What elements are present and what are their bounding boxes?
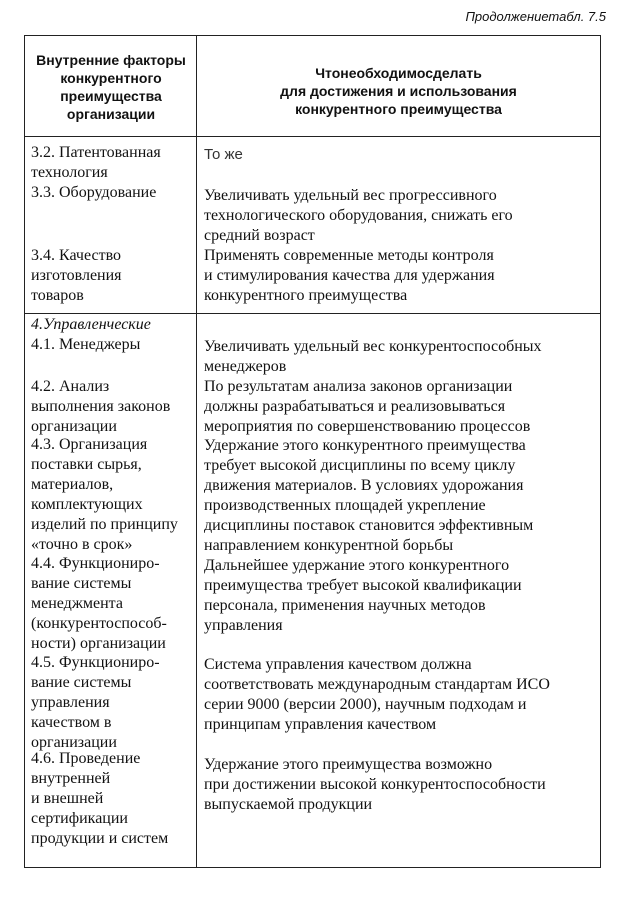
cell-line: вание системы xyxy=(31,575,132,592)
cell-line: сертификации xyxy=(31,810,128,827)
cell-line: движения материалов. В условиях удорожания xyxy=(204,477,524,494)
section-4-title xyxy=(31,315,151,335)
cell-line: 3.3. Оборудование xyxy=(31,184,157,201)
cell-line: Удержание этого конкурентного преимущества xyxy=(204,437,526,454)
cell-line: менеджеров xyxy=(204,358,287,375)
cell-line: выполнения законов xyxy=(31,398,171,415)
cell-line: внутренней xyxy=(31,770,111,787)
cell-line: мероприятия по совершенствованию процессов xyxy=(204,418,531,435)
cell-line: производственных площадей укрепление xyxy=(204,497,486,514)
cell-line: изготовления xyxy=(31,267,122,284)
cell-line: Удержание этого преимущества возможно xyxy=(204,756,493,773)
cell-line: конкурентного преимущества xyxy=(204,287,408,304)
cell-line: 4.4. Функциониро- xyxy=(31,555,160,572)
cell-line: По результатам анализа законов организации xyxy=(204,378,513,395)
cell-line: для достижения и использования xyxy=(280,83,517,99)
cell-line: Применять современные методы контроля xyxy=(204,247,494,264)
row-4-4-factor xyxy=(31,554,167,654)
row-3-2-action xyxy=(204,145,243,165)
cell-line: 3.4. Качество xyxy=(31,247,122,264)
cell-line: управления xyxy=(31,694,110,711)
cell-line: поставки сырья, xyxy=(31,456,142,473)
row-4-2-factor xyxy=(31,377,170,437)
header-left xyxy=(26,51,196,123)
row-4-4-action xyxy=(204,556,522,636)
cell-line: Дальнейшее удержание этого конкурентного xyxy=(204,557,510,574)
cell-line: 4.3. Организация xyxy=(31,436,148,453)
cell-line: серии 9000 (версии 2000), научным подходам и xyxy=(204,696,527,713)
cell-line: дисциплины поставок становится эффективным xyxy=(204,517,534,534)
cell-line: соответствовать международным стандартам ИСО xyxy=(204,676,550,693)
table xyxy=(24,35,601,867)
table-border-top xyxy=(24,35,601,36)
cell-line: преимущества требует высокой квалификации xyxy=(204,577,522,594)
cell-line: преимущества xyxy=(60,88,162,104)
cell-line: Увеличивать удельный вес конкурентоспособных xyxy=(204,338,542,355)
table-border-bottom xyxy=(24,867,601,868)
cell-line: комплектующих xyxy=(31,496,143,513)
row-3-4-action xyxy=(204,246,495,306)
cell-line: Чтонеобходимосделать xyxy=(315,65,482,81)
cell-line: То же xyxy=(204,146,243,163)
cell-line: и внешней xyxy=(31,790,104,807)
cell-line: и стимулирования качества для удержания xyxy=(204,267,495,284)
cell-line: менеджмента xyxy=(31,595,123,612)
column-divider xyxy=(196,35,197,867)
cell-line: технология xyxy=(31,164,108,181)
cell-line: вание системы xyxy=(31,674,132,691)
row-4-3-factor xyxy=(31,435,178,555)
cell-line: 4.5. Функциониро- xyxy=(31,654,160,671)
header-right xyxy=(198,64,599,118)
header-divider xyxy=(24,136,601,137)
cell-line: Внутренние факторы xyxy=(36,52,186,68)
cell-line: 4.6. Проведение xyxy=(31,750,141,767)
table-border-left xyxy=(24,35,25,867)
cell-line: выпускаемой продукции xyxy=(204,796,373,813)
row-4-1-action xyxy=(204,337,542,377)
row-4-1-factor xyxy=(31,335,140,355)
row-4-2-action xyxy=(204,377,530,437)
row-4-6-action xyxy=(204,755,546,815)
cell-line: Увеличивать удельный вес прогрессивного xyxy=(204,187,497,204)
row-3-4-factor xyxy=(31,246,122,306)
section-divider xyxy=(24,313,601,314)
row-4-3-action xyxy=(204,436,533,556)
cell-line: средний возраст xyxy=(204,227,315,244)
cell-line: персонала, применения научных методов xyxy=(204,597,486,614)
row-3-3-factor xyxy=(31,183,156,203)
cell-line: «точно в срок» xyxy=(31,536,133,553)
row-4-5-factor xyxy=(31,653,160,753)
cell-line: технологического оборудования, снижать его xyxy=(204,207,513,224)
table-border-right xyxy=(600,35,601,867)
cell-line: конкурентного преимущества xyxy=(295,101,502,117)
row-4-5-action xyxy=(204,655,550,735)
cell-line: ности) организации xyxy=(31,635,166,652)
cell-line: организации xyxy=(31,734,117,751)
cell-line: Система управления качеством должна xyxy=(204,656,472,673)
cell-line: конкурентного xyxy=(60,70,162,86)
table-caption: Продолжениетабл. 7.5 xyxy=(465,9,606,24)
cell-line: изделий по принципу xyxy=(31,516,178,533)
cell-line: направлением конкурентной борьбы xyxy=(204,537,454,554)
cell-line: организации xyxy=(66,106,156,122)
row-4-6-factor xyxy=(31,749,168,849)
cell-line: качеством в xyxy=(31,714,112,731)
cell-line: организации xyxy=(31,418,117,435)
cell-line: материалов, xyxy=(31,476,114,493)
cell-line: (конкурентоспособ- xyxy=(31,615,167,632)
row-3-3-action xyxy=(204,186,513,246)
cell-line: товаров xyxy=(31,287,84,304)
cell-line: требует высокой дисциплины по всему циклу xyxy=(204,457,516,474)
cell-line: управления xyxy=(204,617,283,634)
cell-line: 3.2. Патентованная xyxy=(31,144,161,161)
cell-line: 4.1. Менеджеры xyxy=(31,336,141,353)
cell-line: 4.Управленческие xyxy=(31,316,151,333)
row-3-2-factor xyxy=(31,143,161,183)
cell-line: принципам управления качеством xyxy=(204,716,437,733)
cell-line: при достижении высокой конкурентоспособности xyxy=(204,776,546,793)
cell-line: должны разрабатываться и реализовываться xyxy=(204,398,506,415)
cell-line: 4.2. Анализ xyxy=(31,378,110,395)
cell-line: продукции и систем xyxy=(31,830,169,847)
